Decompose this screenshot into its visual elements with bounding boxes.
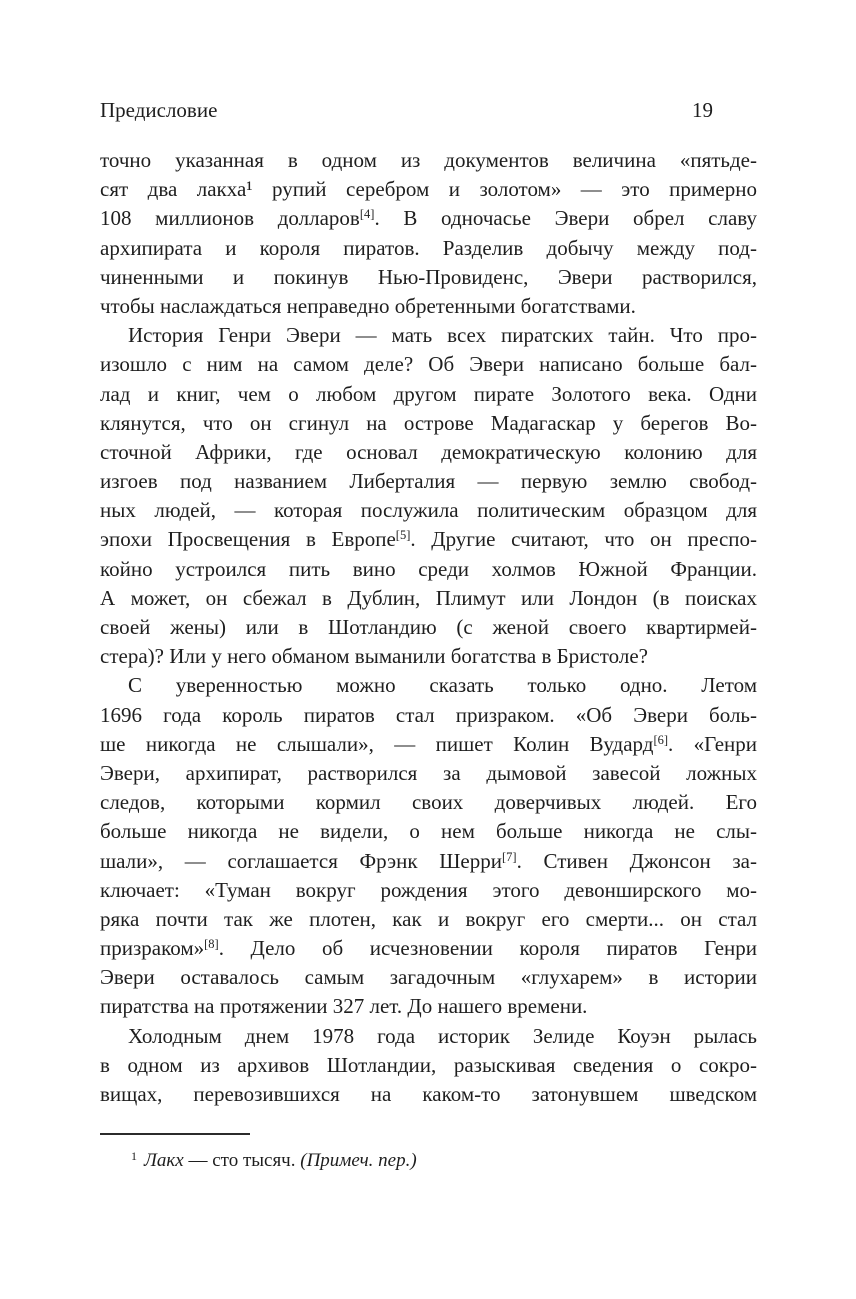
paragraph xyxy=(100,146,757,321)
text-line: сят два лакха¹ рупий серебром и золотом» — это примерно xyxy=(100,177,757,202)
text-line: клянутся, что он сгинул на острове Мадагаскар у берегов Во- xyxy=(100,410,757,435)
text-line: ше никогда не слышали», — пишет Колин Вудард[6]. «Генри xyxy=(100,731,757,756)
text-line: вищах, перевозившихся на каком-то затонувшем шведском xyxy=(100,1082,757,1106)
text-line: архипирата и короля пиратов. Разделив добычу между под- xyxy=(100,235,757,260)
footnote-text xyxy=(144,1150,417,1171)
text-line: Эвери, архипират, растворился за дымовой завесой ложных xyxy=(100,760,757,785)
text-line: ключает: «Туман вокруг рождения этого девонширского мо- xyxy=(100,877,757,902)
text-line: койно устроился пить вино среди холмов Южной Франции. xyxy=(100,556,757,581)
text-line: ных людей, — которая послужила политическим образцом для xyxy=(100,498,757,523)
running-header xyxy=(100,99,757,122)
text-line: сточной Африки, где основал демократическую колонию для xyxy=(100,439,757,464)
text-line: стера)? Или у него обманом выманили богатства в Бристоле? xyxy=(100,644,648,669)
endnote-ref: [4] xyxy=(359,207,375,222)
text-line: больше никогда не видели, о нем больше никогда не слы- xyxy=(100,819,757,844)
text-line: в одном из архивов Шотландии, разыскивая сведения о сокро- xyxy=(100,1052,757,1077)
endnote-ref: [6] xyxy=(653,732,669,747)
text-line: изошло с ним на самом деле? Об Эвери написано больше бал- xyxy=(100,352,757,377)
text-line: 1696 года король пиратов стал призраком. «Об Эвери боль- xyxy=(100,702,757,727)
paragraph xyxy=(100,1022,757,1110)
text-line: лад и книг, чем о любом другом пирате Золотого века. Одни xyxy=(100,381,757,406)
text-line: чиненными и покинув Нью-Провиденс, Эвери растворился, xyxy=(100,264,757,289)
text-line: эпохи Просвещения в Европе[5]. Другие считают, что он преспо- xyxy=(100,527,757,552)
footnote-rule xyxy=(100,1133,250,1135)
text-line: 108 миллионов долларов[4]. В одночасье Эвери обрел славу xyxy=(100,206,758,231)
text-line: Холодным днем 1978 года историк Зелиде Коуэн рылась xyxy=(128,1023,757,1048)
paragraph xyxy=(100,321,757,671)
text-line: следов, которыми кормил своих доверчивых людей. Его xyxy=(100,790,757,815)
endnote-ref: [5] xyxy=(395,528,411,543)
endnote-ref: [8] xyxy=(204,937,219,952)
text-line: А может, он сбежал в Дублин, Плимут или Лондон (в поисках xyxy=(100,585,757,610)
footnote-marker: 1 xyxy=(131,1149,137,1163)
text-line: точно указанная в одном из документов величина «пятьде- xyxy=(100,148,757,172)
footnote xyxy=(100,1148,757,1174)
section-title: Предисловие xyxy=(100,98,218,122)
text-line: своей жены) или в Шотландию (с женой своего квартирмей- xyxy=(100,615,757,639)
footnote-part: Лакх xyxy=(144,1150,184,1171)
text-line: изгоев под названием Либерталия — первую землю свобод- xyxy=(100,469,757,494)
text-line: Эвери оставалось самым загадочным «глухарем» в истории xyxy=(100,965,757,990)
text-line: История Генри Эвери — мать всех пиратских тайн. Что про- xyxy=(128,323,757,348)
text-line: ряка почти так же плотен, как и вокруг его смерти... он стал xyxy=(100,906,757,931)
text-line: шали», — соглашается Фрэнк Шерри[7]. Стивен Джонсон за- xyxy=(100,848,757,873)
text-line: призраком»[8]. Дело об исчезновении короля пиратов Генри xyxy=(100,936,757,961)
endnote-ref: [7] xyxy=(501,849,517,864)
text-line: чтобы наслаждаться неправедно обретенными богатствами. xyxy=(100,293,636,318)
page-body xyxy=(100,146,757,1109)
footnote-part: (Примеч. пер.) xyxy=(300,1150,417,1171)
text-line: пиратства на протяжении 327 лет. До нашего времени. xyxy=(100,994,588,1019)
page-number: 19 xyxy=(692,98,713,122)
paragraph xyxy=(100,671,757,1021)
text-line: С уверенностью можно сказать только одно. Летом xyxy=(128,673,757,698)
footnote-part: — сто тысяч. xyxy=(183,1150,301,1171)
